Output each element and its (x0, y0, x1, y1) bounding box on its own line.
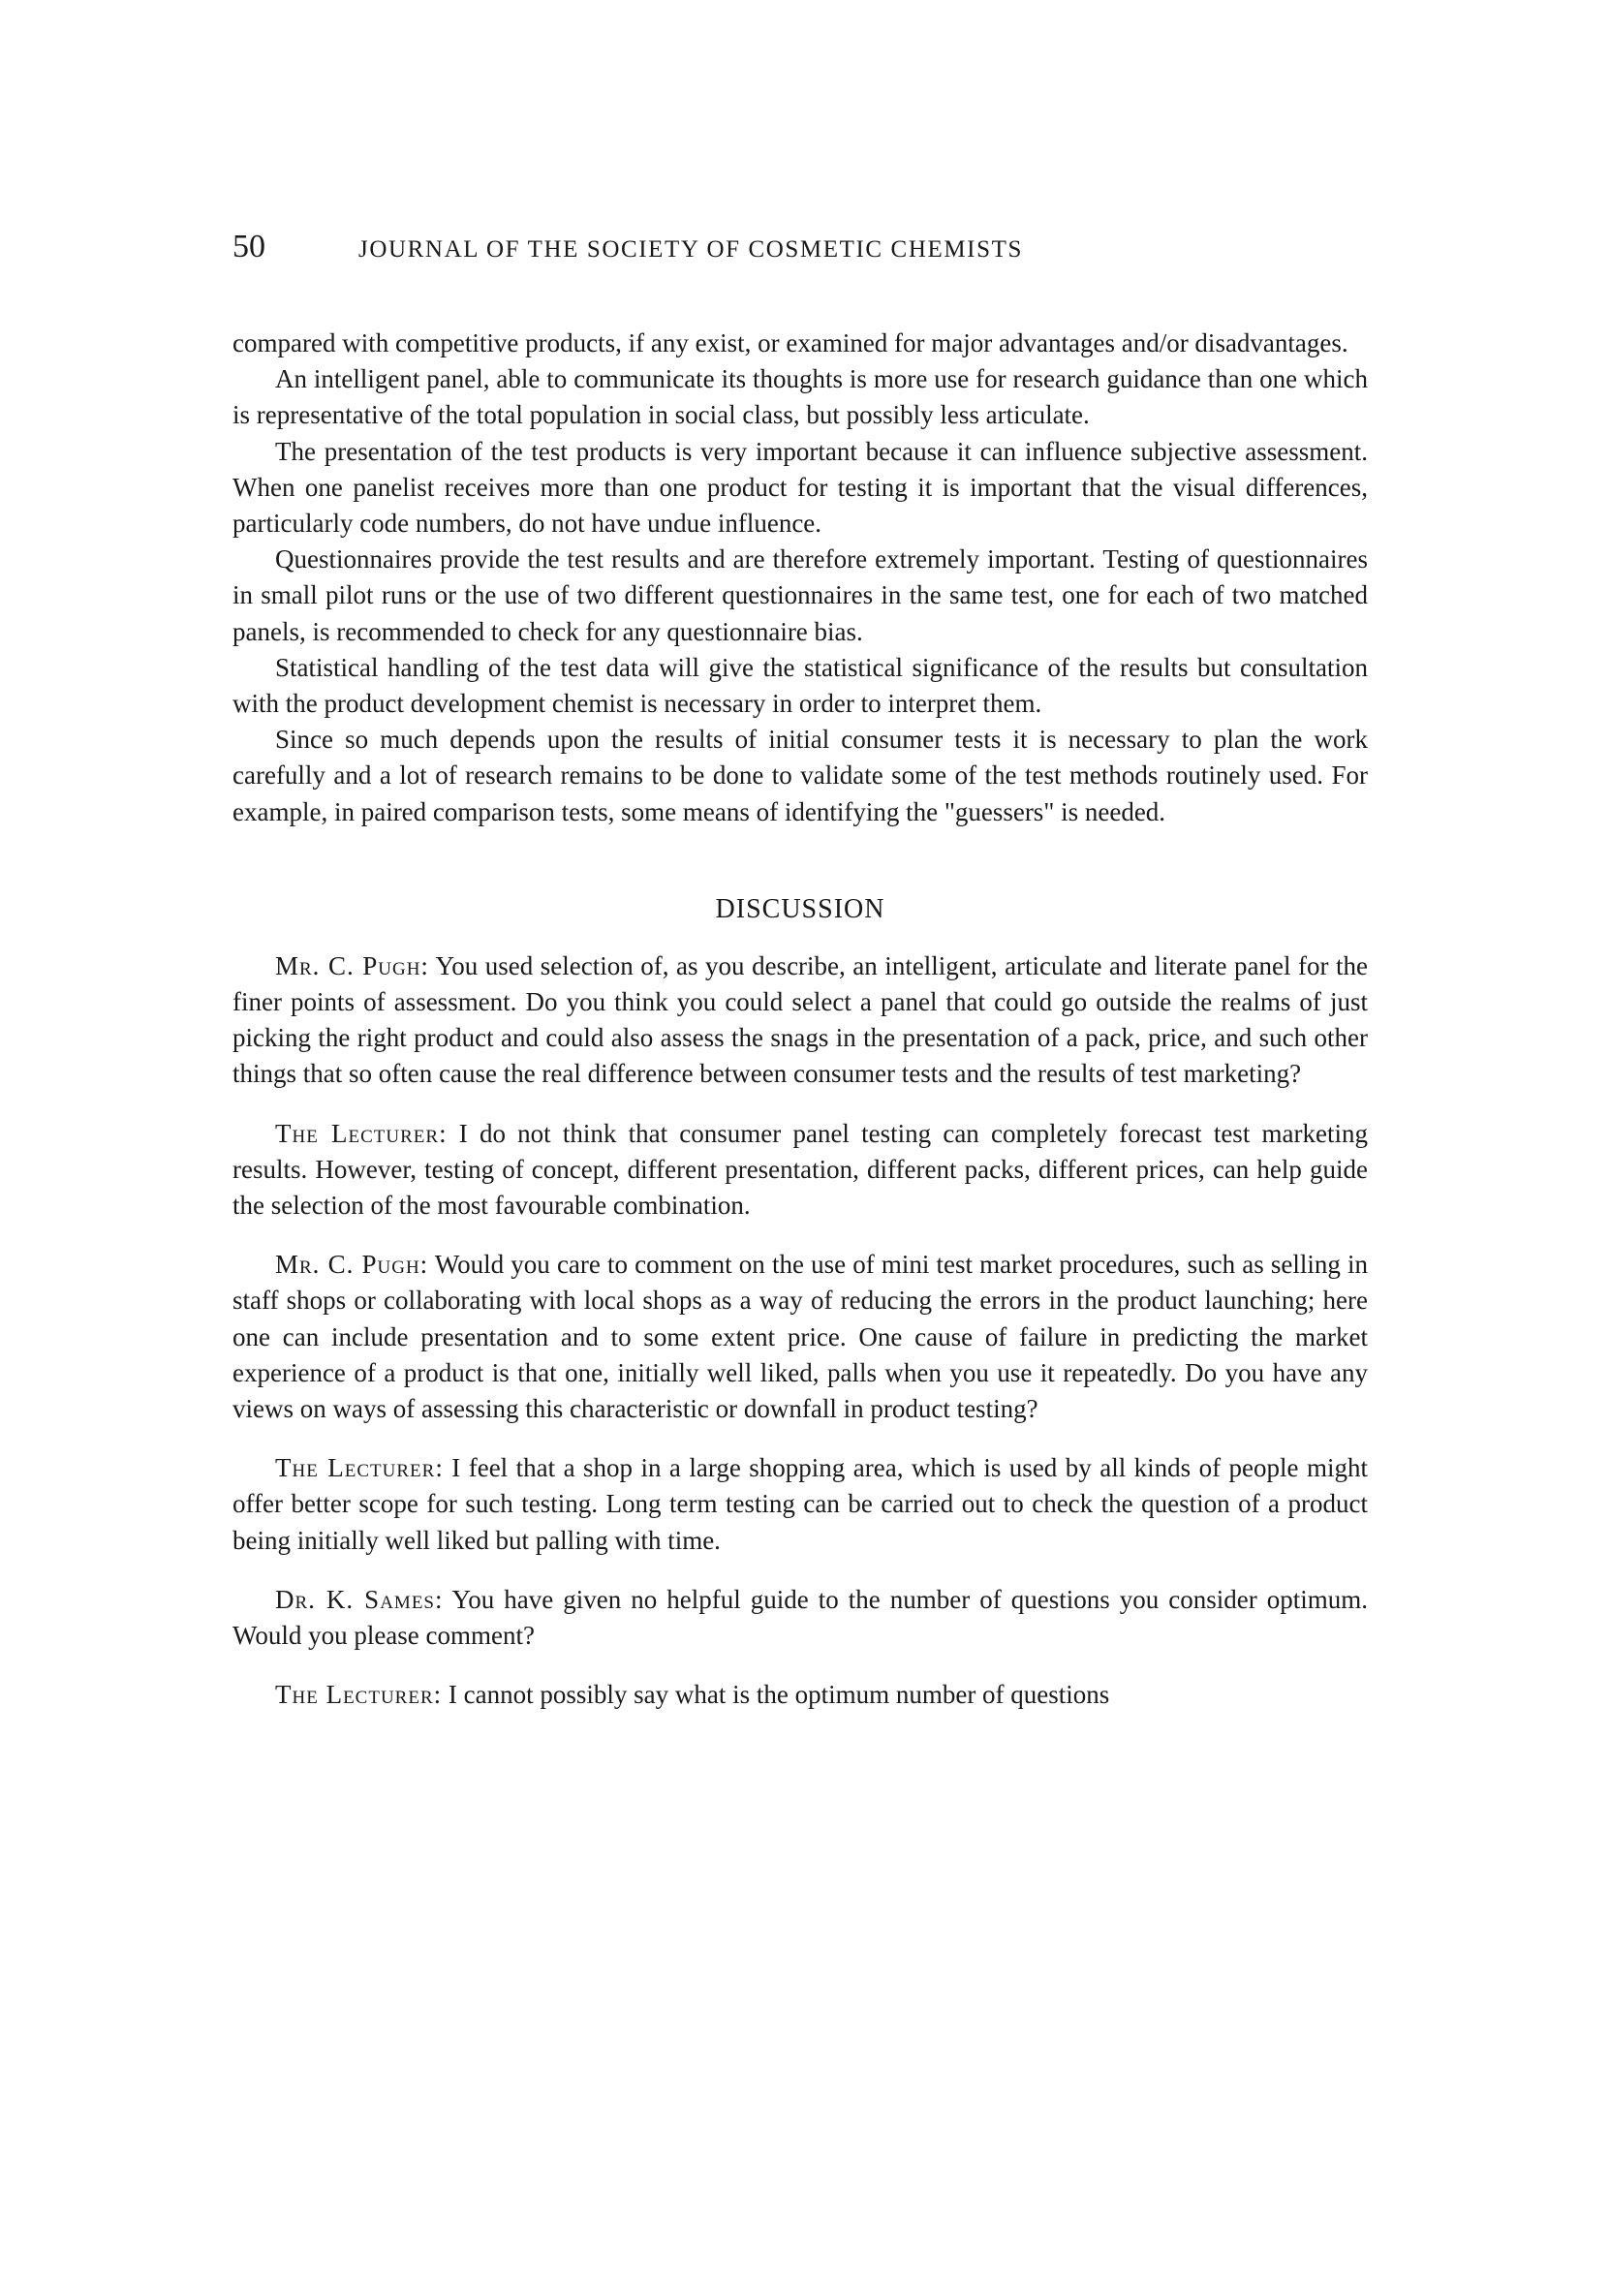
discussion-entry (232, 1582, 1368, 1654)
discussion-entry (232, 948, 1368, 1093)
speaker-name: Mr. C. Pugh: (275, 1250, 429, 1280)
discussion-heading: DISCUSSION (715, 893, 885, 924)
discussion-entry (232, 1247, 1368, 1427)
speech-text: I cannot possibly say what is the optimum number of questions (442, 1680, 1110, 1710)
journal-page (232, 229, 1368, 1737)
body-paragraph: An intelligent panel, able to communicate its thoughts is more use for research guidance than one which is representative of the total population in social class, but possibly less articulate. (232, 364, 1368, 430)
speaker-name: Dr. K. Sames: (275, 1584, 444, 1614)
speech-text: You used selection of, as you describe, an intelligent, articulate and literate panel for the finer points of assessment. Do you think you could select a panel that could go outside the realms of just picking the right product and could also assess the snags in the presentation of a pack, price, and such other things that so often cause the real difference between consumer tests and the results of test marketing? (232, 950, 1368, 1089)
page-number: 50 (232, 229, 265, 264)
discussion-entry (232, 1677, 1368, 1713)
article-body (232, 326, 1368, 830)
speaker-name: Mr. C. Pugh: (275, 950, 429, 980)
speaker-name: The Lecturer: (275, 1118, 448, 1148)
discussion-entry (232, 1450, 1368, 1559)
discussion-entry (232, 1116, 1368, 1225)
speech-text: Would you care to comment on the use of mini test market procedures, such as selling in staff shops or collaborating with local shops as a way of reducing the errors in the product launching; here one can include presentation and to some extent price. One cause of failure in predicting the market experience of a product is that one, initially well liked, palls when you use it repeatedly. Do you have any views on ways of assessing this characteristic or downfall in product testing? (232, 1250, 1368, 1424)
body-paragraph: The presentation of the test products is very important because it can influence subjective assessment. When one panelist receives more than one product for testing it is important that the visual differences, particularly code numbers, do not have undue influence. (232, 436, 1368, 539)
journal-title: JOURNAL OF THE SOCIETY OF COSMETIC CHEMISTS (358, 236, 1023, 263)
speech-text: I do not think that consumer panel testing can completely forecast test marketing results. However, testing of concept, different presentation, different packs, different prices, can help guide the selection of the most favourable combination. (232, 1118, 1368, 1221)
speaker-name: The Lecturer: (275, 1680, 443, 1710)
speech-text: I feel that a shop in a large shopping area, which is used by all kinds of people might offer better scope for such testing. Long term testing can be carried out to check the question of a product being initially well liked but palling with time. (232, 1453, 1368, 1555)
body-paragraph: Since so much depends upon the results of initial consumer tests it is necessary to plan the work carefully and a lot of research remains to be done to validate some of the test methods routinely used. For example, in paired comparison tests, some means of identifying the "guessers" is needed. (232, 725, 1368, 826)
speech-text: You have given no helpful guide to the number of questions you consider optimum. Would you please comment? (232, 1584, 1368, 1651)
body-paragraph: compared with competitive products, if any exist, or examined for major advantages and/or disadvantages. (232, 328, 1348, 357)
speaker-name: The Lecturer: (275, 1453, 444, 1483)
body-paragraph: Statistical handling of the test data will give the statistical significance of the results but consultation with the product development chemist is necessary in order to interpret them. (232, 652, 1368, 719)
discussion-section (232, 948, 1368, 1714)
body-paragraph: Questionnaires provide the test results and are therefore extremely important. Testing of questionnaires in small pilot runs or the use of two different questionnaires in the same test, one for each of two matched panels, is recommended to check for any questionnaire bias. (232, 544, 1368, 646)
running-head (232, 229, 1368, 267)
